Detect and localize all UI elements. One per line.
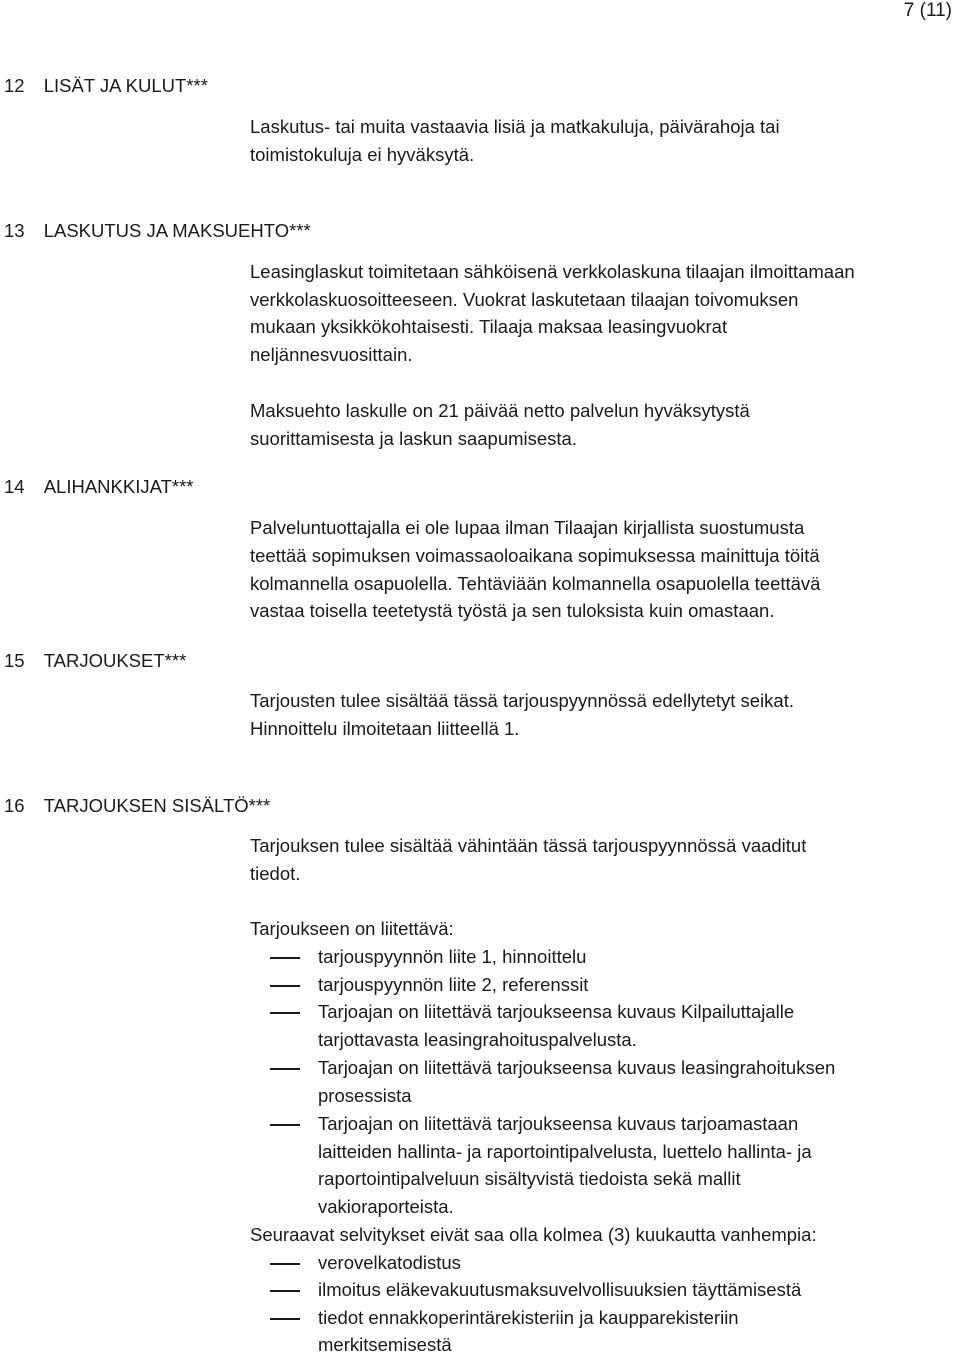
list-item: ilmoitus eläkevakuutusmaksuvelvollisuuksien täyttämisestä: [318, 1279, 802, 1300]
section-13-line-4: neljännesvuosittain.: [250, 344, 413, 365]
section-15-line-2: Hinnoittelu ilmoitetaan liitteellä 1.: [250, 718, 520, 739]
list-item: Tarjoajan on liitettävä tarjoukseensa kuvaus Kilpailuttajalle: [318, 1001, 795, 1022]
section-15-line-1: Tarjousten tulee sisältää tässä tarjouspyynnössä edellytetyt seikat.: [250, 690, 794, 711]
reports-intro: Seuraavat selvitykset eivät saa olla kolmea (3) kuukautta vanhempia:: [250, 1224, 817, 1245]
section-12-line-2: toimistokuluja ei hyväksytä.: [250, 144, 475, 165]
section-13-terms-line-1: Maksuehto laskulle on 21 päivää netto palvelun hyväksytystä: [250, 400, 750, 421]
section-14-line-2: teettää sopimuksen voimassaoloaikana sopimuksessa mainittuja töitä: [250, 545, 820, 566]
section-13-line-3: mukaan yksikkökohtaisesti. Tilaaja maksaa leasingvuokrat: [250, 316, 728, 337]
list-dash: [270, 985, 300, 987]
attachments-intro: Tarjoukseen on liitettävä:: [250, 918, 454, 939]
section-13-line-2: verkkolaskuosoitteeseen. Vuokrat laskutetaan tilaajan toivomuksen: [250, 289, 799, 310]
section-13-terms-line-2: suorittamisesta ja laskun saapumisesta.: [250, 428, 577, 449]
list-item: tarjouspyynnön liite 1, hinnoittelu: [318, 946, 587, 967]
list-dash: [270, 1012, 300, 1014]
section-13-line-1: Leasinglaskut toimitetaan sähköisenä verkkolaskuna tilaajan ilmoittamaan: [250, 261, 855, 282]
section-title: TARJOUKSEN SISÄLTÖ***: [43, 795, 271, 816]
list-item: verovelkatodistus: [318, 1252, 461, 1273]
section-number: 15: [4, 650, 25, 671]
section-14-line-4: vastaa toisella teetetystä työstä ja sen tuloksista kuin omastaan.: [250, 600, 775, 621]
section-14-line-1: Palveluntuottajalla ei ole lupaa ilman Tilaajan kirjallista suostumusta: [250, 517, 805, 538]
list-dash: [270, 1318, 300, 1320]
list-dash: [270, 1263, 300, 1265]
section-15-heading: [4, 650, 186, 672]
section-number: 16: [4, 795, 25, 816]
section-title: LISÄT JA KULUT***: [43, 75, 208, 96]
list-item-continuation: vakioraporteista.: [318, 1196, 454, 1217]
list-dash: [270, 1290, 300, 1292]
list-item: Tarjoajan on liitettävä tarjoukseensa kuvaus tarjoamastaan: [318, 1113, 799, 1134]
list-item: tarjouspyynnön liite 2, referenssit: [318, 974, 589, 995]
section-16-heading: [4, 795, 270, 817]
page-number: 7 (11): [903, 0, 952, 21]
list-dash: [270, 1124, 300, 1126]
section-12-heading: [4, 75, 208, 97]
list-item-continuation: tarjottavasta leasingrahoituspalvelusta.: [318, 1029, 637, 1050]
list-item: tiedot ennakkoperintärekisteriin ja kaupparekisteriin: [318, 1307, 739, 1328]
list-dash: [270, 957, 300, 959]
list-item-continuation: prosessista: [318, 1085, 412, 1106]
section-title: ALIHANKKIJAT***: [43, 476, 194, 497]
list-item: Tarjoajan on liitettävä tarjoukseensa kuvaus leasingrahoituksen: [318, 1057, 836, 1078]
section-13-heading: [4, 220, 311, 242]
section-16-line-2: tiedot.: [250, 863, 301, 884]
section-14-heading: [4, 476, 193, 498]
list-item-continuation: raportointipalveluun sisältyvistä tiedoista sekä mallit: [318, 1168, 741, 1189]
list-item-continuation: merkitsemisestä: [318, 1334, 452, 1355]
section-title: TARJOUKSET***: [43, 650, 187, 671]
list-dash: [270, 1068, 300, 1070]
section-title: LASKUTUS JA MAKSUEHTO***: [43, 220, 311, 241]
section-number: 14: [4, 476, 25, 497]
section-12-line-1: Laskutus- tai muita vastaavia lisiä ja matkakuluja, päivärahoja tai: [250, 116, 780, 137]
section-14-line-3: kolmannella osapuolella. Tehtäviään kolmannella osapuolella teettävä: [250, 573, 821, 594]
section-16-line-1: Tarjouksen tulee sisältää vähintään tässä tarjouspyynnössä vaaditut: [250, 835, 807, 856]
section-number: 12: [4, 75, 25, 96]
list-item-continuation: laitteiden hallinta- ja raportointipalvelusta, luettelo hallinta- ja: [318, 1141, 812, 1162]
section-number: 13: [4, 220, 25, 241]
